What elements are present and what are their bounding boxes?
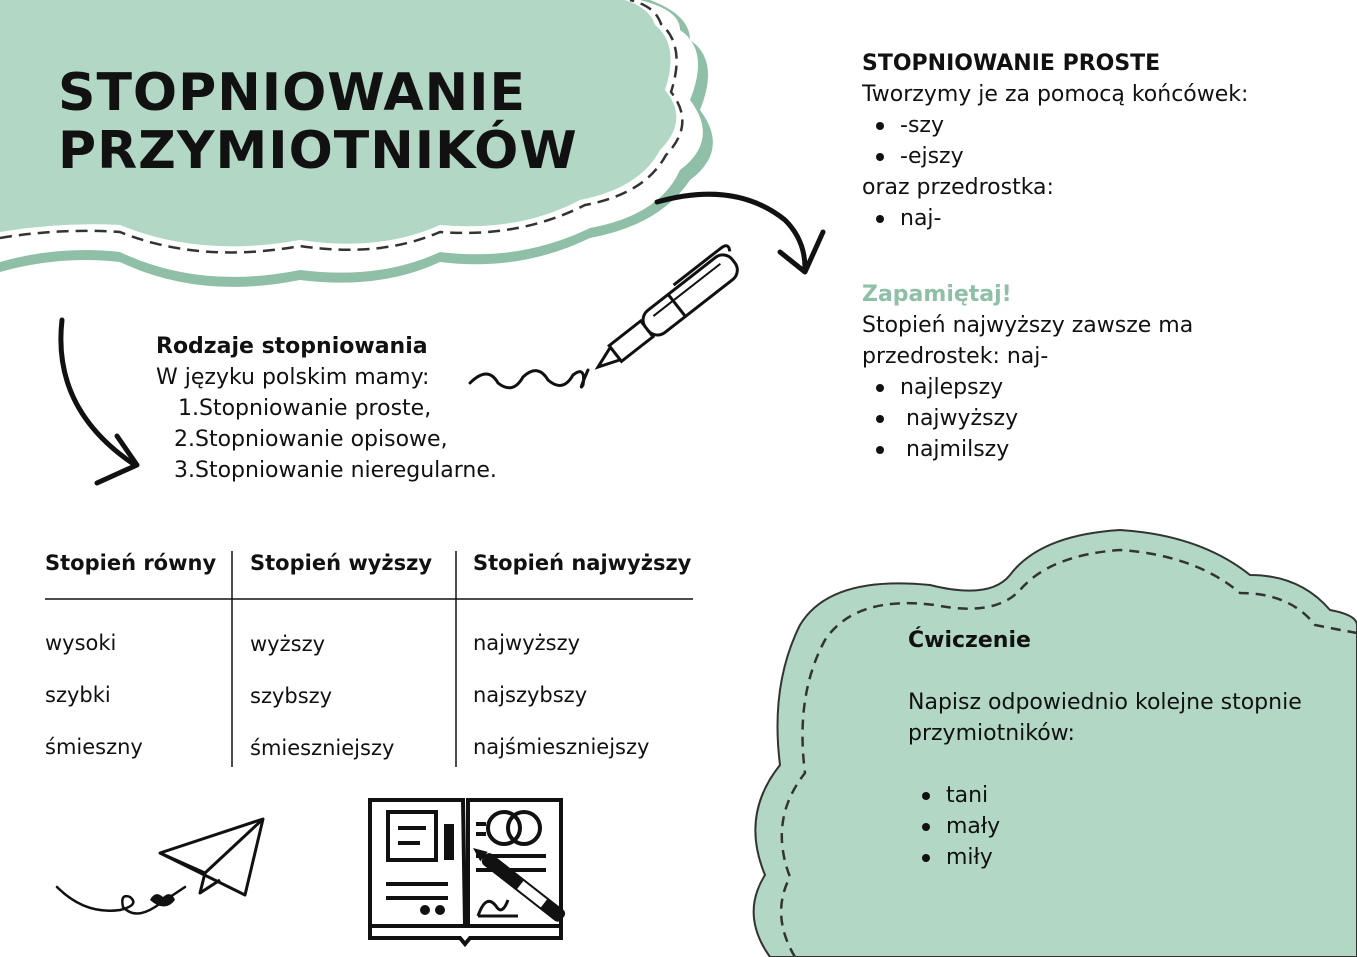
arrow-down-curved-icon bbox=[52, 318, 152, 488]
table-header: Stopień wyższy bbox=[250, 551, 433, 575]
table-column-3 bbox=[473, 545, 691, 773]
list-item: -ejszy bbox=[862, 141, 1248, 172]
table-cell: najwyższy bbox=[473, 631, 581, 655]
proste-section bbox=[862, 48, 1248, 234]
list-item: 1.Stopniowanie proste, bbox=[178, 396, 432, 421]
table-cell: szybki bbox=[45, 683, 111, 707]
list-item: naj- bbox=[862, 203, 1248, 234]
table-cell: śmieszny bbox=[45, 735, 143, 759]
proste-heading: STOPNIOWANIE PROSTE bbox=[862, 51, 1161, 76]
zapamietaj-list bbox=[862, 372, 1193, 465]
table-cell: najśmieszniejszy bbox=[473, 735, 650, 759]
list-item: 3.Stopniowanie nieregularne. bbox=[174, 458, 497, 483]
table-cell: najszybszy bbox=[473, 683, 588, 707]
list-item: najwyższy bbox=[862, 403, 1193, 434]
fountain-pen-icon bbox=[468, 245, 758, 395]
paper-plane-icon bbox=[55, 815, 270, 920]
rodzaje-section bbox=[156, 331, 497, 486]
list-item: najmilszy bbox=[862, 434, 1193, 465]
open-book-icon bbox=[368, 798, 583, 946]
cwiczenie-line-1: Napisz odpowiednio kolejne stopnie bbox=[908, 690, 1302, 715]
cwiczenie-list bbox=[908, 780, 1302, 873]
rodzaje-heading: Rodzaje stopniowania bbox=[156, 334, 428, 359]
list-item: tani bbox=[908, 780, 1302, 811]
comparison-table bbox=[45, 545, 693, 767]
title-line-2: PRZYMIOTNIKÓW bbox=[58, 121, 578, 181]
list-item: 2.Stopniowanie opisowe, bbox=[174, 427, 448, 452]
table-header: Stopień najwyższy bbox=[473, 551, 692, 575]
proste-endings bbox=[862, 110, 1248, 172]
title-line-1: STOPNIOWANIE bbox=[58, 63, 526, 123]
rodzaje-list bbox=[156, 393, 497, 486]
zapamietaj-heading: Zapamiętaj! bbox=[862, 282, 1012, 307]
zapamietaj-line-1: Stopień najwyższy zawsze ma bbox=[862, 313, 1194, 338]
proste-intro: Tworzymy je za pomocą końcówek: bbox=[862, 82, 1249, 107]
cwiczenie-line-2: przymiotników: bbox=[908, 721, 1075, 746]
table-column-1 bbox=[45, 545, 216, 773]
table-cell: śmieszniejszy bbox=[250, 736, 395, 760]
table-cell: wysoki bbox=[45, 631, 117, 655]
table-header: Stopień równy bbox=[45, 551, 217, 575]
list-item: -szy bbox=[862, 110, 1248, 141]
list-item: najlepszy bbox=[862, 372, 1193, 403]
cwiczenie-heading: Ćwiczenie bbox=[908, 628, 1031, 653]
proste-prefix-intro: oraz przedrostka: bbox=[862, 175, 1054, 200]
table-cell: szybszy bbox=[250, 684, 333, 708]
zapamietaj-section bbox=[862, 279, 1193, 465]
table-cell: wyższy bbox=[250, 632, 326, 656]
proste-prefixes bbox=[862, 203, 1248, 234]
list-item: mały bbox=[908, 811, 1302, 842]
rodzaje-intro: W języku polskim mamy: bbox=[156, 365, 430, 390]
list-item: miły bbox=[908, 842, 1302, 873]
table-column-2 bbox=[250, 545, 432, 774]
zapamietaj-line-2: przedrostek: naj- bbox=[862, 344, 1049, 369]
page-title bbox=[58, 64, 578, 180]
cwiczenie-section bbox=[908, 625, 1302, 873]
